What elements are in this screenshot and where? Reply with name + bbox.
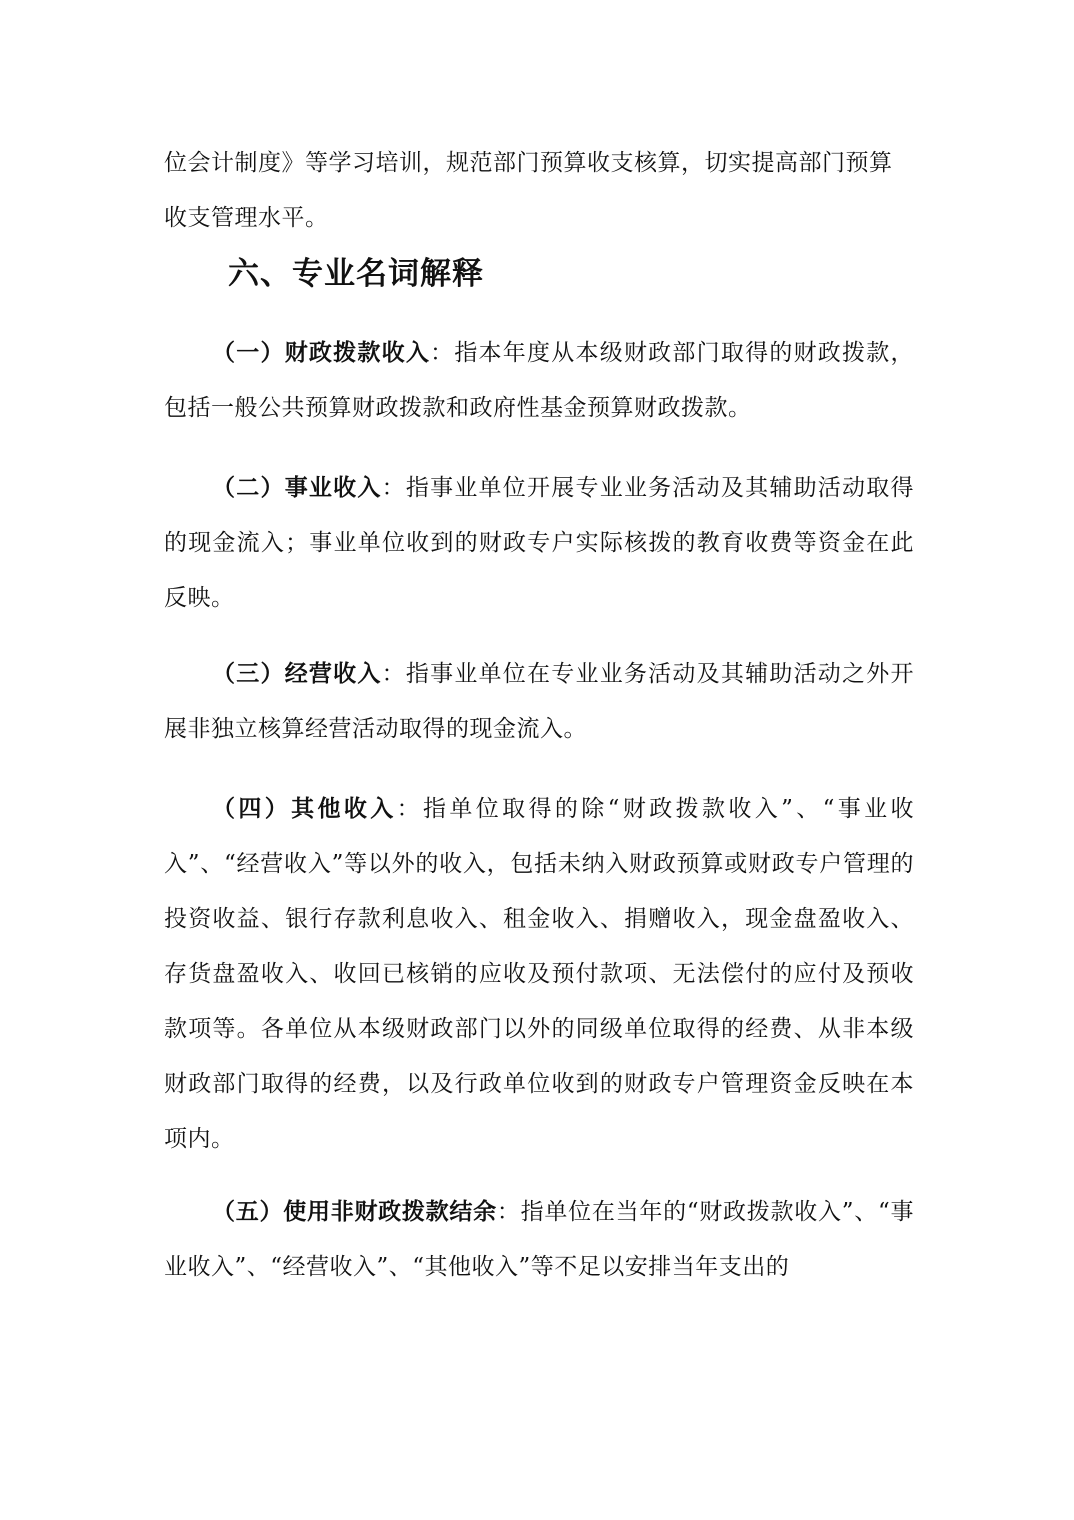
intro-paragraph: [164, 136, 914, 246]
definition-body-4: ：指单位取得的除“财政拨款收入”、“事业收入”、“经营收入”等以外的收入，包括未纳入财政预算或财政专户管理的投资收益、银行存款利息收入、租金收入、捐赠收入，现金盘盈收入、存货盘盈收入、收回已核销的应收及预付款项、无法偿付的应付及预收款项等。各单位从本级财政部门以外的同级单位取得的经费、从非本级财政部门取得的经费，以及行政单位收到的财政专户管理资金反映在本项内。: [164, 796, 915, 1152]
definition-paragraph-3: [164, 646, 914, 757]
definition-paragraph-2: [164, 460, 914, 626]
definition-term-1: （一）财政拨款收入: [212, 339, 431, 366]
definition-body-3: ：指事业单位在专业业务活动及其辅助活动之外开展非独立核算经营活动取得的现金流入。: [164, 661, 915, 742]
section-heading: 六、专业名词解释: [228, 256, 484, 292]
definition-paragraph-4: [164, 781, 914, 1167]
intro-line-1: 位会计制度》等学习培训，规范部门预算收支核算，切实提高部门预算: [164, 150, 893, 176]
definition-term-4: （四）其他收入: [212, 795, 397, 822]
definition-paragraph-5: [164, 1184, 914, 1295]
definition-body-2: ：指事业单位开展专业业务活动及其辅助活动取得的现金流入；事业单位收到的财政专户实际核拨的教育收费等资金在此反映。: [164, 475, 915, 611]
definition-term-5: （五）使用非财政拨款结余: [212, 1198, 497, 1225]
definition-term-2: （二）事业收入: [212, 474, 382, 501]
definition-body-5: ：指单位在当年的“财政拨款收入”、“事业收入”、“经营收入”、“其他收入”等不足以安排当年支出的: [164, 1199, 914, 1280]
definition-term-3: （三）经营收入: [212, 660, 382, 687]
intro-line-2: 收支管理水平。: [164, 205, 329, 231]
definition-body-1: ：指本年度从本级财政部门取得的财政拨款，包括一般公共预算财政拨款和政府性基金预算财政拨款。: [164, 340, 915, 421]
definition-paragraph-1: [164, 325, 914, 436]
